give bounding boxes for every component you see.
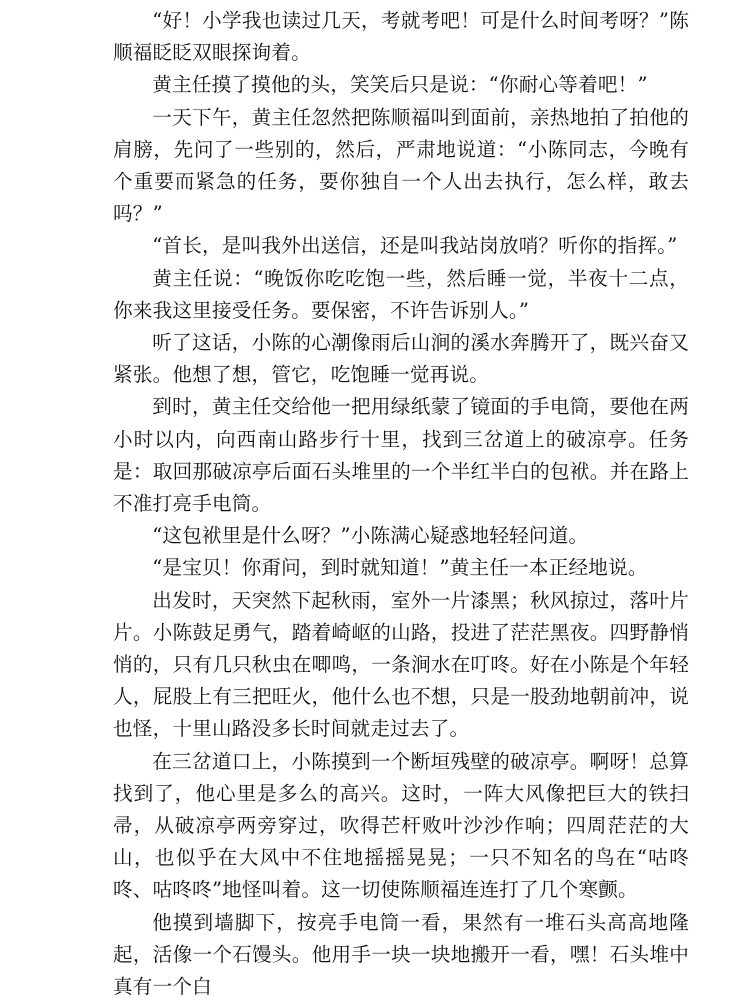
paragraph-1: “好！小学我也读过几天，考就考吧！可是什么时间考呀？”陈顺福眨眨双眼探询着。 bbox=[113, 9, 689, 65]
paragraph-5: 黄主任说：“晚饭你吃吃饱一些，然后睡一觉，半夜十二点，你来我这里接受任务。要保密，不许告诉别人。” bbox=[113, 266, 689, 322]
paragraph-2: 黄主任摸了摸他的头，笑笑后只是说：“你耐心等着吧！” bbox=[152, 73, 648, 97]
paragraph-11: 在三岔道口上，小陈摸到一个断垣残壁的破凉亭。啊呀！总算找到了，他心里是多么的高兴。这时，一阵大风像把巨大的铁扫帚，从破凉亭两旁穿过，吹得芒杆败叶沙沙作响；四周茫茫的大山，也似乎在大风中不住地摇摇晃晃；一只不知名的鸟在“咕咚咚、咕咚咚”地怪叫着。这一切使陈顺福连连打了几个寒颤。 bbox=[113, 749, 689, 902]
paragraph-8: “这包袱里是什么呀？”小陈满心疑惑地轻轻问道。 bbox=[152, 524, 589, 548]
paragraph-9: “是宝贝！你甭问，到时就知道！”黄主任一本正经地说。 bbox=[152, 556, 648, 580]
paragraph-10: 出发时，天突然下起秋雨，室外一片漆黑；秋风掠过，落叶片片。小陈鼓足勇气，踏着崎岖的山路，投进了茫茫黑夜。四野静悄悄的，只有几只秋虫在唧鸣，一条涧水在叮咚。好在小陈是个年轻人，屁股上有三把旺火，他什么也不想，只是一股劲地朝前冲，说也怪，十里山路没多长时间就走过去了。 bbox=[113, 588, 689, 741]
paragraph-7: 到时，黄主任交给他一把用绿纸蒙了镜面的手电筒，要他在两小时以内，向西南山路步行十里，找到三岔道上的破凉亭。任务是：取回那破凉亭后面石头堆里的一个半红半白的包袱。并在路上不准打亮手电筒。 bbox=[113, 395, 689, 516]
paragraph-4: “首长，是叫我外出送信，还是叫我站岗放哨？听你的指挥。” bbox=[152, 234, 678, 258]
paragraph-3: 一天下午，黄主任忽然把陈顺福叫到面前，亲热地拍了拍他的肩膀，先问了一些别的，然后，严肃地说道：“小陈同志，今晚有个重要而紧急的任务，要你独自一个人出去执行，怎么样，敢去吗？” bbox=[113, 105, 689, 226]
paragraph-6: 听了这话，小陈的心潮像雨后山涧的溪水奔腾开了，既兴奋又紧张。他想了想，管它，吃饱睡一觉再说。 bbox=[113, 331, 689, 387]
paragraph-12: 他摸到墙脚下，按亮手电筒一看，果然有一堆石头高高地隆起，活像一个石馒头。他用手一块一块地搬开一看，嘿！石头堆中真有一个白 bbox=[113, 910, 689, 999]
